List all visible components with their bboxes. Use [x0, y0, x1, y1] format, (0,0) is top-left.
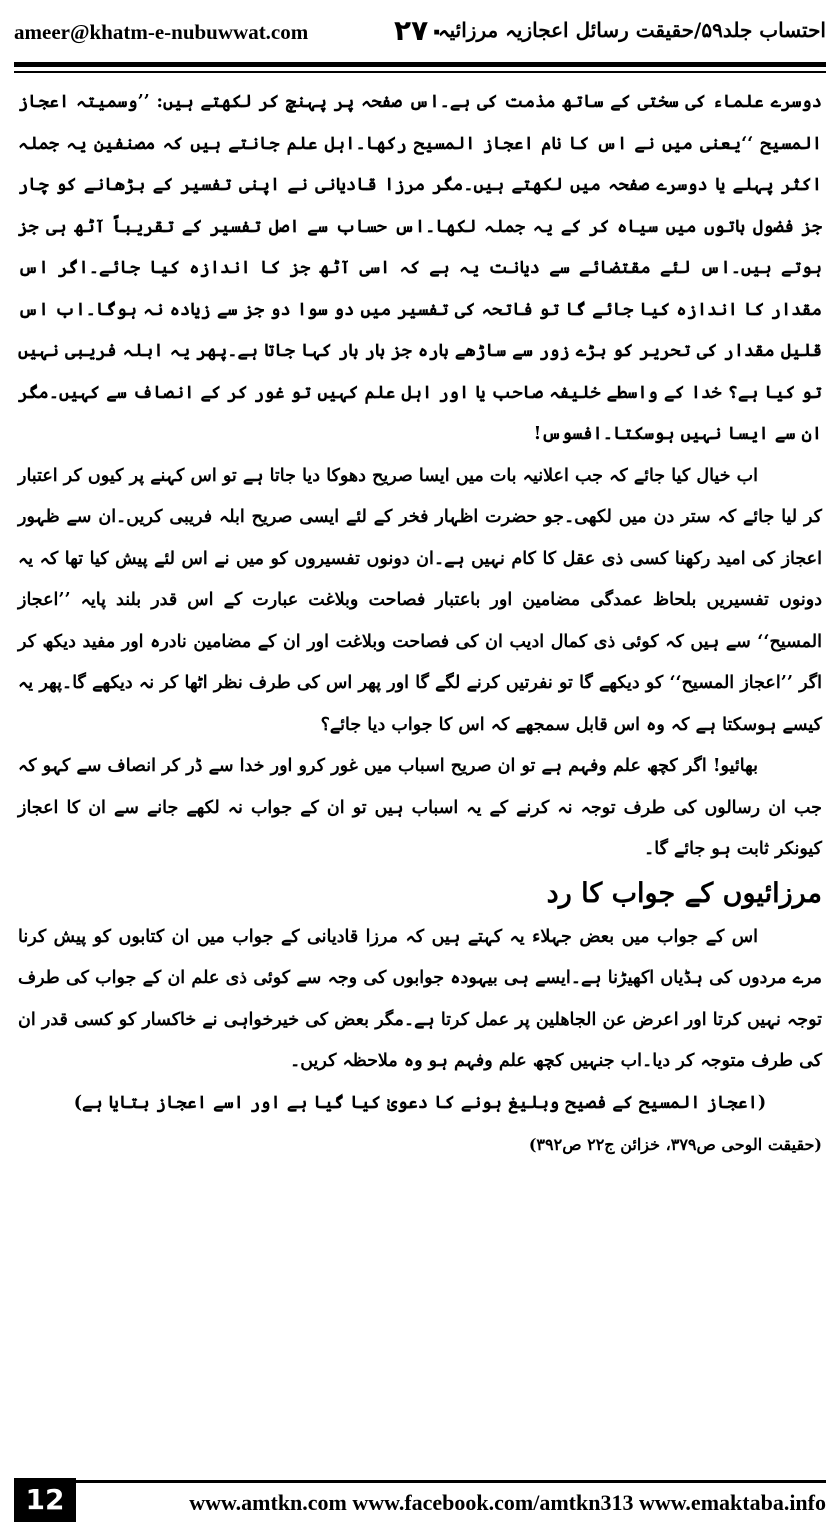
page-header [14, 6, 826, 66]
footer-rule [76, 1480, 826, 1483]
footer-page-number: 12 [14, 1478, 76, 1522]
paragraph-1: دوسرے علماء کی سختی کے ساتھ مذمت کی ہے۔اس صفحہ پر پہنچ کر لکھتے ہیں: ’’وسمیتہ اعجاز المسیح ‘‘یعنی میں نے اس کا نام اعجاز المسیح رکھا۔اہل علم جانتے ہیں کہ مصنفین یہ جملہ اکثر پہلے یا دوسرے صفحہ میں لکھتے ہیں۔مگر مرزا قادیانی نے اپنی تفسیر کے بڑھانے کو چار جز فضول باتوں میں سیاہ کر کے یہ جملہ لکھا۔اس حساب سے اصل تفسیر کے تقریباً آٹھ ہی جز ہوتے ہیں۔اس لئے مقتضائے سے دیانت یہ ہے کہ اسی آٹھ جز کا اندازہ کیا جائے۔اگر اس مقدار کا اندازہ کیا جائے گا تو فاتحہ کی تفسیر میں دو سوا دو جز سے زیادہ نہ ہوگا۔اب اس قلیل مقدار کی تحریر کو بڑے زور سے ساڑھے بارہ جز بار بار کہا جاتا ہے۔پھر یہ ابلہ فریبی نہیں تو کیا ہے؟ خدا کے واسطے خلیفہ صاحب یا اور اہل علم کہیں تو غور کر کے انصاف سے کہیں۔مگر ان سے ایسا نہیں ہوسکتا۔افسوس! [18, 92, 822, 444]
header-rule-thick [14, 62, 826, 67]
paragraph-3: بھائیو! اگر کچھ علم وفہم ہے تو ان صریح اسباب میں غور کرو اور خدا سے ڈر کر انصاف سے کہو کہ جب ان رسالوں کی طرف توجہ نہ کرنے کے یہ اسباب ہیں تو ان کے جواب نہ لکھے جانے سے ان کا اعجاز کیونکر ثابت ہو جائے گا۔ [18, 756, 822, 859]
header-email: ameer@khatm-e-nubuwwat.com [14, 20, 309, 44]
quote-line: (اعجاز المسیح کے فصیح وبلیغ ہونے کا دعویٰ کیا گیا ہے اور اسے اعجاز بتایا ہے) [73, 1092, 767, 1113]
paragraph-4: اس کے جواب میں بعض جہلاء یہ کہتے ہیں کہ مرزا قادیانی کے جواب میں ان کتابوں کو پیش کرنا مرے مردوں کی ہڈیاں اکھیڑنا ہے۔ایسے ہی بیہودہ جوابوں کی وجہ سے کوئی ذی علم ان کے جواب کی طرف توجہ نہیں کرتا اور اعرض عن الجاھلین پر عمل کرتا ہے۔مگر بعض کی خیرخواہی نے خاکسار کو کسی قدر ان کی طرف متوجہ کر دیا۔اب جنہیں کچھ علم وفہم ہو وہ ملاحظہ کریں۔ [18, 926, 822, 1071]
footer-urls: www.amtkn.com www.facebook.com/amtkn313 www.emaktaba.info [189, 1490, 826, 1515]
header-title: احتساب جلد۵۹/حقیقت رسائل اعجازیہ مرزائیہ [437, 18, 826, 42]
citation: (حقیقت الوحی ص۳۷۹، خزائن ج۲۲ ص۳۹۲) [528, 1135, 822, 1154]
header-page-number: ۲۷۰ [394, 14, 446, 47]
section-heading: مرزائیوں کے جواب کا رد [546, 877, 822, 909]
paragraph-2: اب خیال کیا جائے کہ جب اعلانیہ بات میں ایسا صریح دھوکا دیا جاتا ہے تو اس کہنے پر کیوں کر اعتبار کر لیا جائے کہ ستر دن میں لکھی۔جو حضرت اظہار فخر کے لئے ایسی صریح ابلہ فریبی کریں۔ان سے ظہور اعجاز کی امید رکھنا کسی ذی عقل کا کام نہیں ہے۔ان دونوں تفسیروں کو میں نے اس لئے پیش کیا تھا کہ یہ دونوں تفسیریں بلحاظ عمدگی مضامین اور باعتبار فصاحت وبلاغت عبارت کے اس قدر بلند پایہ ’’اعجاز المسیح‘‘ سے ہیں کہ کوئی ذی کمال ادیب ان کی فصاحت وبلاغت اور ان کے مضامین نادرہ اور مفید دیکھ کر اگر ’’اعجاز المسیح‘‘ کو دیکھے گا تو نفرتیں کرنے لگے گا اور پھر اس کی طرف نظر اٹھا کر نہ دیکھے گا۔پھر یہ کیسے ہوسکتا ہے کہ وہ اس قابل سمجھے کہ اس کا جواب دیا جائے؟ [18, 465, 822, 735]
page-body [18, 82, 822, 1166]
page-footer [14, 1478, 826, 1528]
header-rule-thin [14, 71, 826, 73]
